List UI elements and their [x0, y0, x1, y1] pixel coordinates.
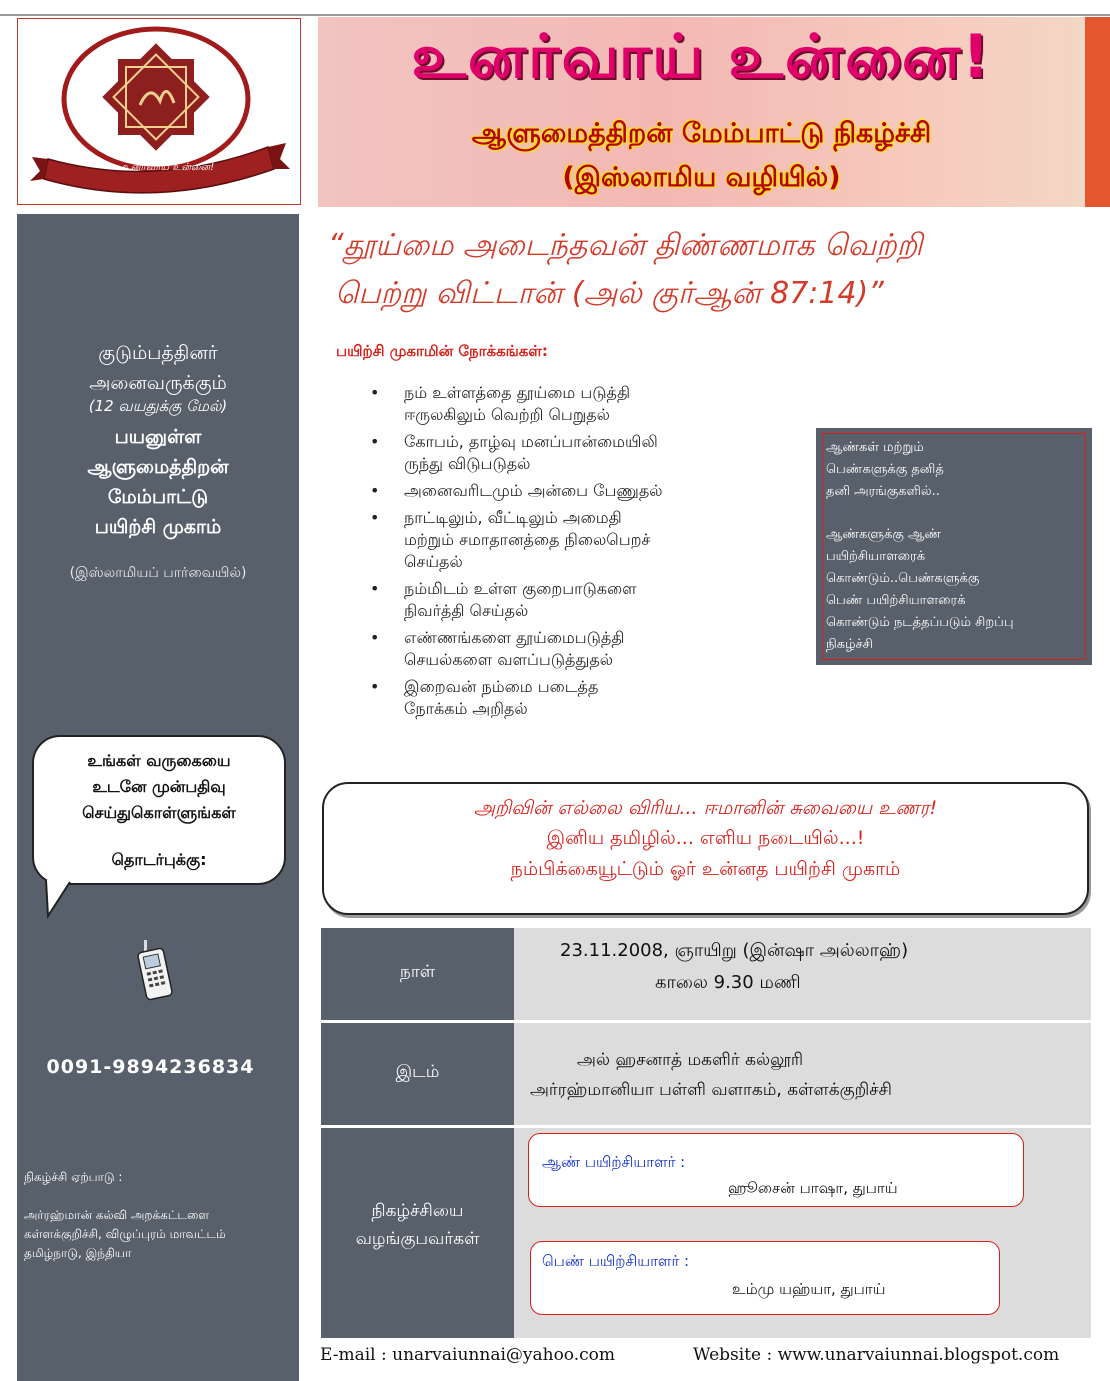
- registration-text: [32, 748, 286, 826]
- venue-name: அல் ஹசனாத் மகளிர் கல்லூரி: [577, 1050, 804, 1070]
- logo: [17, 18, 301, 205]
- objectives-list: [370, 382, 800, 725]
- slogan-line: அறிவின் எல்லை விரிய... ஈமானின் சுவையை உணர!: [473, 797, 938, 819]
- presenters-label-line: வழங்குபவர்கள்: [355, 1229, 480, 1249]
- organizer-line: தமிழ்நாடு, இந்தியா: [24, 1246, 132, 1260]
- quran-quote-line: பெற்று விட்டான் (அல் குர்ஆன் 87:14)”: [335, 276, 884, 311]
- list-item: [370, 480, 800, 502]
- banner-title: உனர்வாய் உன்னை!: [411, 22, 992, 92]
- list-item: [370, 676, 800, 720]
- logo-ribbon-text: உனர்வாய் உன்னை!: [121, 162, 215, 173]
- male-trainer-name: ஹூசைன் பாஷா, துபாய்: [728, 1179, 898, 1197]
- slogan-line: இனிய தமிழில்... எளிய நடையில்...!: [546, 827, 865, 849]
- presenters-label-line: நிகழ்ச்சியை: [371, 1201, 464, 1221]
- presenters-label: [321, 1197, 514, 1253]
- bubble-tail-icon: [40, 880, 80, 920]
- objective-text: நம்மிடம் உள்ள குறைபாடுகளை நிவர்த்தி செய்தல்: [404, 579, 637, 620]
- contact-label: தொடர்புக்கு:: [111, 850, 207, 869]
- venue-address: அர்ரஹ்மானியா பள்ளி வளாகம், கள்ளக்குறிச்சி: [530, 1080, 892, 1100]
- male-trainer-label: ஆண் பயிற்சியாளர் :: [542, 1153, 686, 1171]
- objective-text: அனைவரிடமும் அன்பை பேணுதல்: [404, 481, 663, 500]
- quran-quote-line: “தூய்மை அடைந்தவன் திண்ணமாக வெற்றி: [328, 228, 923, 263]
- sidebar-program-line: பயிற்சி முகாம்: [94, 516, 222, 538]
- footer-email[interactable]: E-mail : unarvaiunnai@yahoo.com: [320, 1345, 616, 1365]
- list-item: [370, 507, 800, 573]
- sidebar-audience: [17, 338, 299, 398]
- venue-label: இடம்: [395, 1062, 440, 1082]
- event-time: காலை 9.30 மணி: [655, 972, 801, 993]
- objectives-title: பயிற்சி முகாமின் நோக்கங்கள்:: [336, 342, 548, 360]
- bullet-icon: •: [370, 628, 380, 647]
- sidebar-program-line: ஆளுமைத்திறன்: [87, 456, 229, 478]
- sidebar-audience-line: குடும்பத்தினர்: [98, 342, 218, 364]
- organizer-line: அர்ரஹ்மான் கல்வி அறக்கட்டளை: [24, 1208, 210, 1222]
- bullet-icon: •: [370, 432, 380, 451]
- bullet-icon: •: [370, 383, 380, 402]
- top-divider: [0, 14, 1110, 16]
- objective-text: நாட்டிலும், வீட்டிலும் அமைதி மற்றும் சமாதானத்தை நிலைபெறச் செய்தல்: [404, 508, 651, 571]
- trainer-arrangement-text: ஆண்களுக்கு ஆண் பயிற்சியாளரைக் கொண்டும்..பெண்களுக்கு பெண் பயிற்சியாளரைக் கொண்டும் நடத்தப்படும் சிறப்பு நிகழ்ச்சி: [826, 527, 1014, 652]
- venue-value-cell: [514, 1023, 1091, 1125]
- organizer-title: நிகழ்ச்சி ஏற்பாடு :: [24, 1170, 123, 1184]
- sidebar-audience-line: அனைவருக்கும்: [89, 372, 227, 394]
- footer-website[interactable]: Website : www.unarvaiunnai.blogspot.com: [693, 1345, 1060, 1365]
- sidebar-age-note: (12 வயதுக்கு மேல்): [88, 397, 228, 415]
- list-item: [370, 382, 800, 426]
- banner-subtitle: ஆளுமைத்திறன் மேம்பாட்டு நிகழ்ச்சி: [471, 118, 932, 149]
- sidebar-perspective: (இஸ்லாமியப் பார்வையில்): [69, 565, 247, 581]
- female-trainer-label: பெண் பயிற்சியாளர் :: [542, 1252, 690, 1270]
- event-date: 23.11.2008, ஞாயிறு (இன்ஷா அல்லாஹ்): [560, 940, 909, 961]
- bullet-icon: •: [370, 579, 380, 598]
- female-trainer-name: உம்மு யஹ்யா, துபாய்: [732, 1280, 886, 1298]
- objective-text: எண்ணங்களை தூய்மைபடுத்தி செயல்களை வளப்படுத்துதல்: [404, 628, 625, 669]
- slogan-line: நம்பிக்கையூட்டும் ஓர் உன்னத பயிற்சி முகாம்: [510, 858, 901, 880]
- organizer-line: கள்ளக்குறிச்சி, விழுப்புரம் மாவட்டம்: [24, 1227, 226, 1241]
- objective-text: கோபம், தாழ்வு மனப்பான்மையிலி ருந்து விடுபடுதல்: [404, 432, 658, 473]
- banner-subtitle-2: (இஸ்லாமிய வழியில்): [562, 162, 841, 193]
- bullet-icon: •: [370, 508, 380, 527]
- list-item: [370, 627, 800, 671]
- date-label: நாள்: [399, 962, 436, 982]
- list-item: [370, 431, 800, 475]
- bullet-icon: •: [370, 677, 380, 696]
- banner-accent-strip: [1085, 17, 1110, 207]
- registration-line: செய்துகொள்ளுங்கள்: [82, 803, 236, 822]
- list-item: [370, 578, 800, 622]
- phone-number[interactable]: 0091-9894236834: [46, 1056, 255, 1078]
- objective-text: நம் உள்ளத்தை தூய்மை படுத்தி ஈருலகிலும் வெற்றி பெறுதல்: [404, 383, 631, 424]
- sidebar-program: [17, 422, 299, 542]
- objective-text: இறைவன் நம்மை படைத்த நோக்கம் அறிதல்: [404, 677, 599, 718]
- sidebar-program-line: மேம்பாட்டு: [107, 486, 209, 508]
- sidebar-program-line: பயனுள்ள: [114, 426, 202, 448]
- crescent-star-emblem-icon: [18, 19, 302, 206]
- separate-halls-text: ஆண்கள் மற்றும் பெண்களுக்கு தனித் தனி அரங்குகளில்..: [826, 440, 944, 499]
- bullet-icon: •: [370, 481, 380, 500]
- mobile-phone-icon: [136, 940, 176, 1002]
- registration-line: உடனே முன்பதிவு: [92, 777, 226, 796]
- registration-line: உங்கள் வருகையை: [87, 751, 231, 770]
